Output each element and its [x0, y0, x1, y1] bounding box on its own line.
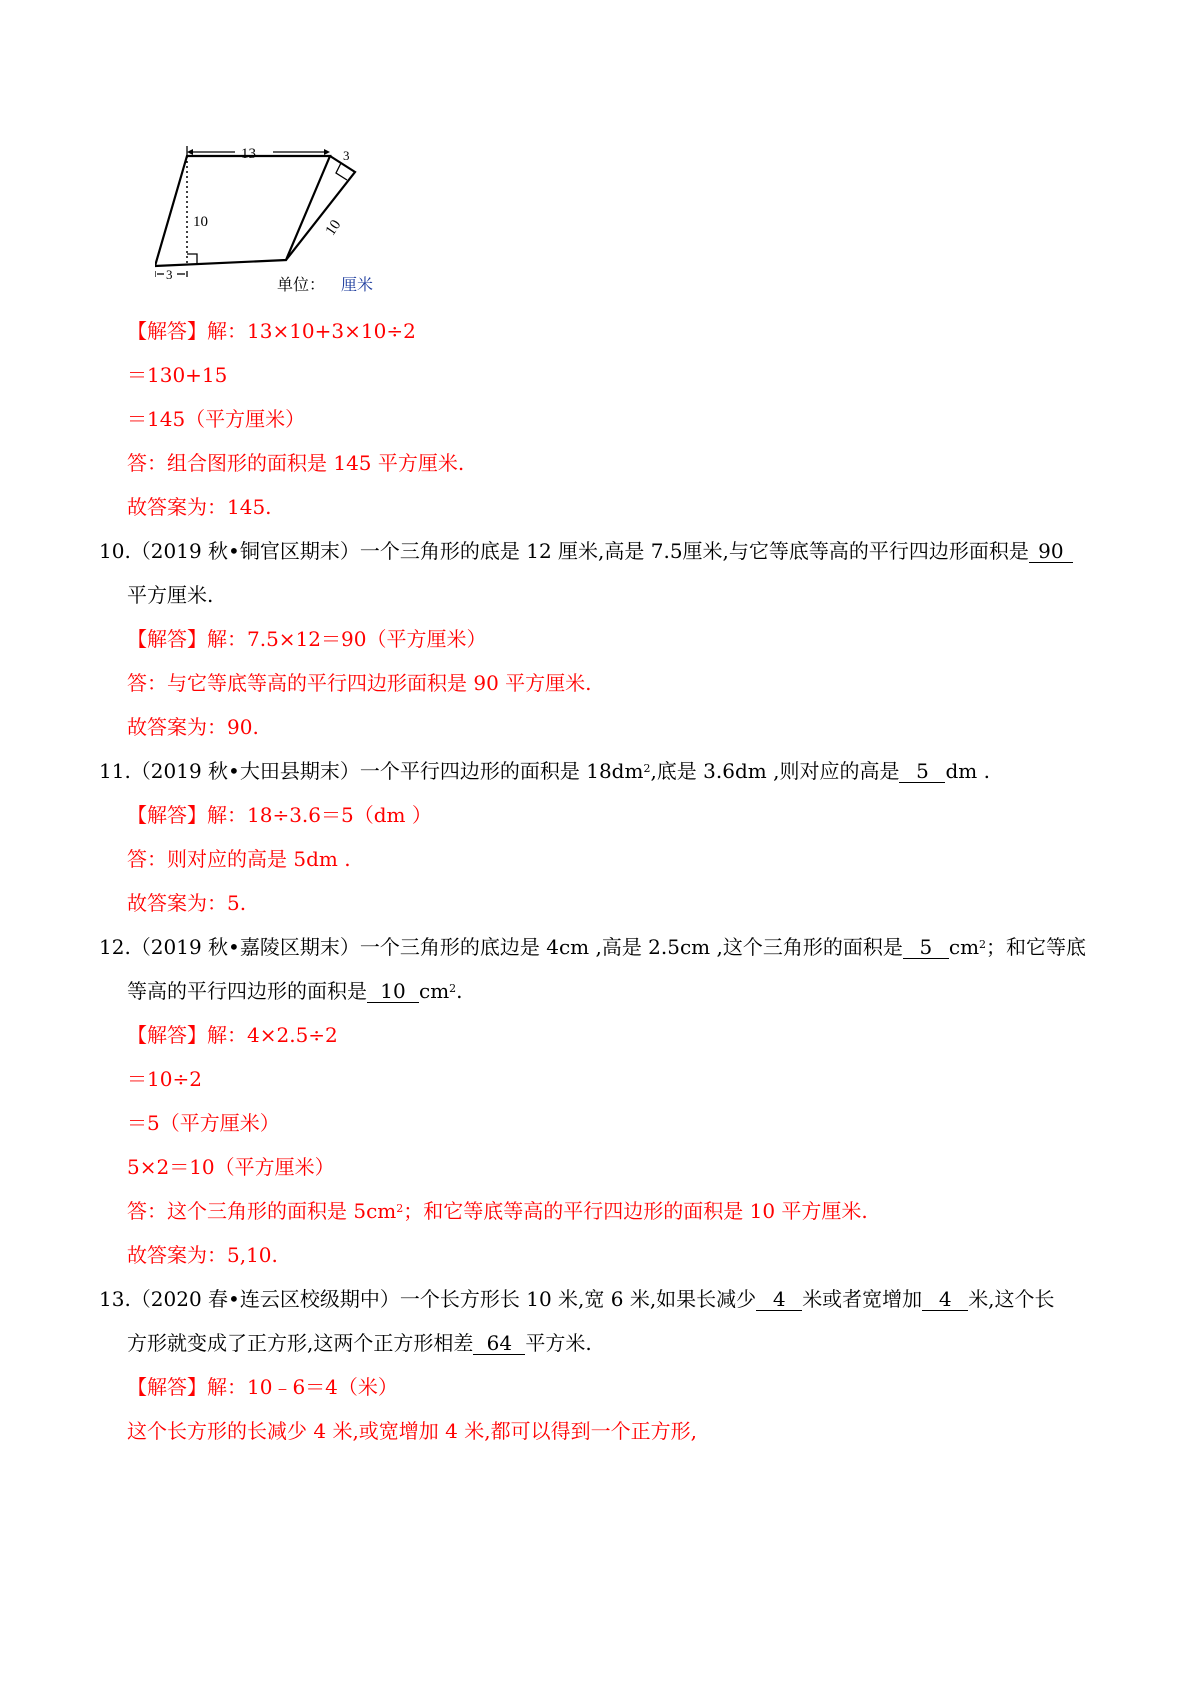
- solution-tag: 【解答】: [127, 319, 207, 343]
- q9-solution-line1: 【解答】解：13×10+3×10÷2: [127, 319, 416, 343]
- solution-tag: 【解答】: [127, 1375, 207, 1399]
- q10-question-line1: 10.（2019 秋•铜官区期末）一个三角形的底是 12 厘米,高是 7.5厘米,与它等底等高的平行四边形面积是 90: [99, 538, 1073, 564]
- q13-blank1: 4: [756, 1288, 802, 1311]
- q13-question-line2: 方形就变成了正方形,这两个正方形相差 64 平方米.: [127, 1331, 592, 1355]
- q11-final-answer: 故答案为：5.: [127, 891, 247, 915]
- q12-solution-line1: 【解答】解：4×2.5÷2: [127, 1023, 338, 1047]
- q11-answer: 答：则对应的高是 5dm .: [127, 847, 351, 871]
- diagonal-dotted-line: [286, 156, 330, 260]
- q10-final-answer: 故答案为：90.: [127, 715, 259, 739]
- q9-solution-line3: ＝145（平方厘米）: [127, 407, 306, 431]
- height-label: 10: [193, 214, 208, 230]
- q12-question-line2: 等高的平行四边形的面积是 10 $cm^2$.: [127, 979, 463, 1003]
- q12-answer: 答：这个三角形的面积是 $5cm^2$；和它等底等高的平行四边形的面积是 10 平方厘米.: [127, 1199, 868, 1223]
- q13-solution-line1: 【解答】解：10﹣6＝4（米）: [127, 1375, 398, 1399]
- diagonal-label: 10: [322, 217, 345, 239]
- parallelogram-outline: [155, 156, 330, 266]
- q10-answer: 答：与它等底等高的平行四边形面积是 90 平方厘米.: [127, 671, 592, 695]
- q12-solution-line2: ＝10÷2: [127, 1067, 202, 1091]
- base-offset-label: 3: [166, 267, 173, 282]
- solution-tag: 【解答】: [127, 627, 207, 651]
- q12-blank1: 5: [903, 936, 949, 959]
- unit-label: 单位：: [277, 275, 326, 294]
- q9-answer: 答：组合图形的面积是 145 平方厘米.: [127, 451, 465, 475]
- triangle-outline: [286, 156, 355, 260]
- right-angle-mark: [187, 254, 197, 264]
- q11-question-line1: 11.（2019 秋•大田县期末）一个平行四边形的面积是 $18dm^2$,底是 3.6dm ,则对应的高是 5 dm .: [99, 759, 990, 783]
- q11-solution-line1: 【解答】解：18÷3.6＝5（dm ）: [127, 803, 432, 827]
- unit-value: 厘米: [341, 275, 374, 294]
- q9-final-answer: 故答案为：145.: [127, 495, 272, 519]
- small-side-label: 3: [343, 148, 350, 163]
- q12-solution-line4: 5×2＝10（平方厘米）: [127, 1155, 335, 1179]
- q13-solution-line2: 这个长方形的长减少 4 米,或宽增加 4 米,都可以得到一个正方形,: [127, 1419, 697, 1443]
- top-length-label: 13: [241, 146, 256, 162]
- q13-blank3: 64: [473, 1332, 525, 1355]
- q11-blank: 5: [899, 760, 945, 783]
- q12-solution-line3: ＝5（平方厘米）: [127, 1111, 280, 1135]
- solution-tag: 【解答】: [127, 803, 207, 827]
- q13-question-line1: 13.（2020 春•连云区校级期中）一个长方形长 10 米,宽 6 米,如果长减少 4 米或者宽增加 4 米,这个长: [99, 1287, 1055, 1311]
- q10-blank: 90: [1029, 540, 1073, 563]
- q13-blank2: 4: [922, 1288, 968, 1311]
- q12-final-answer: 故答案为：5,10.: [127, 1243, 278, 1267]
- q10-solution-line1: 【解答】解：7.5×12＝90（平方厘米）: [127, 627, 487, 651]
- q10-question-line2: 平方厘米.: [127, 583, 214, 607]
- composite-shape-figure: [155, 140, 425, 325]
- q9-solution-line2: ＝130+15: [127, 363, 228, 387]
- q12-question-line1: 12.（2019 秋•嘉陵区期末）一个三角形的底边是 4cm ,高是 2.5cm ,这个三角形的面积是 5 $cm^2$；和它等底: [99, 935, 1087, 959]
- solution-tag: 【解答】: [127, 1023, 207, 1047]
- q12-blank2: 10: [367, 980, 419, 1003]
